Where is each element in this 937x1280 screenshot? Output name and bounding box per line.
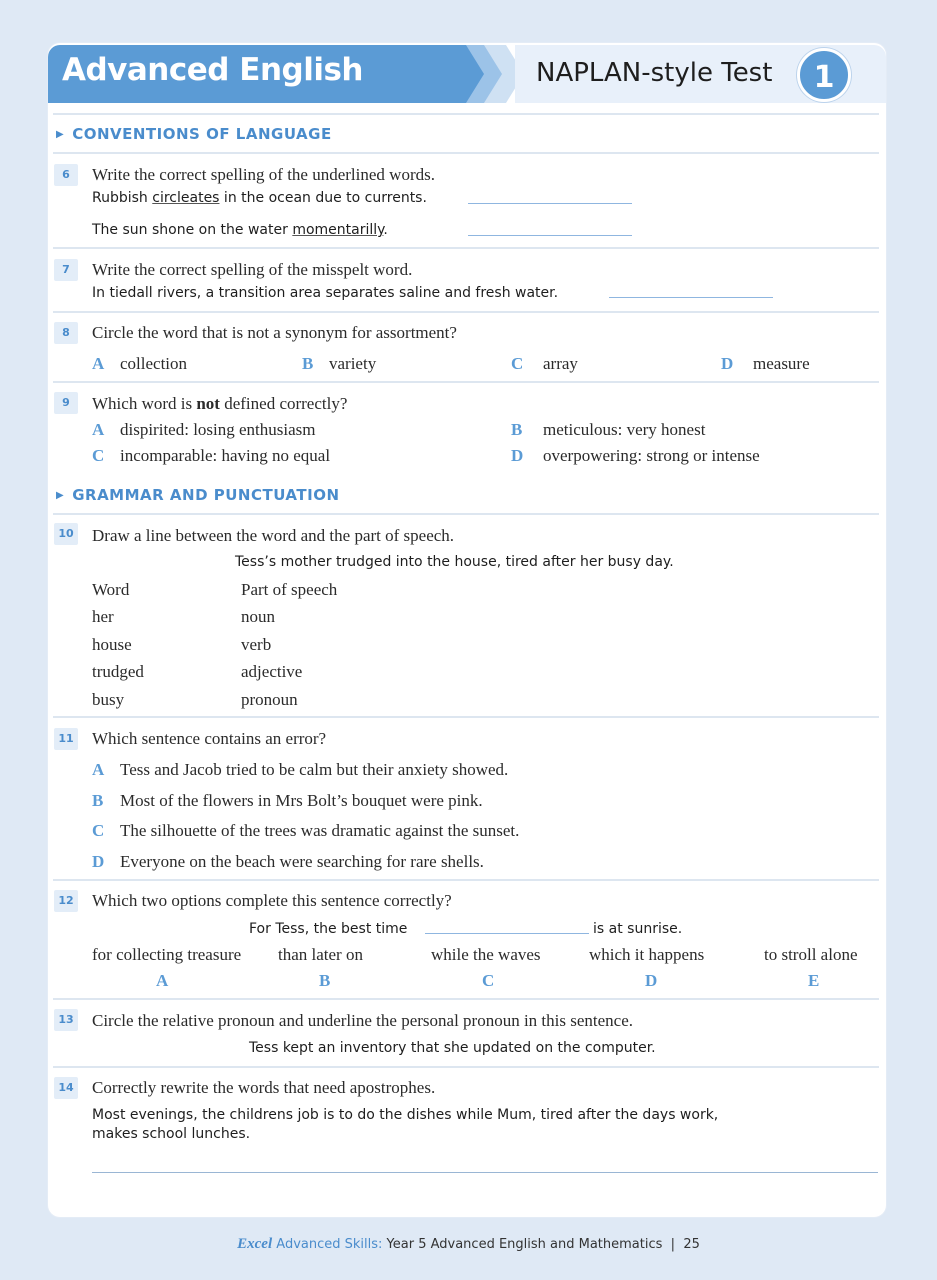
question-prompt: Circle the relative pronoun and underline the personal pronoun in this sentence. bbox=[92, 1011, 634, 1030]
option-text[interactable]: Most of the flowers in Mrs Bolt’s bouquet were pink. bbox=[120, 791, 483, 810]
question-prompt: Which sentence contains an error? bbox=[92, 729, 327, 748]
option-text[interactable]: while the waves bbox=[431, 945, 541, 964]
question-prompt: Draw a line between the word and the part of speech. bbox=[92, 526, 455, 545]
option-letter[interactable]: D bbox=[645, 971, 658, 990]
question-prompt: Write the correct spelling of the misspelt word. bbox=[92, 260, 413, 279]
divider bbox=[53, 716, 879, 718]
option-text[interactable]: array bbox=[543, 354, 578, 373]
answer-line[interactable] bbox=[609, 297, 773, 298]
question-sentence-end: is at sunrise. bbox=[593, 921, 683, 937]
test-number-badge: 1 bbox=[797, 48, 851, 102]
option-text[interactable]: for collecting treasure bbox=[92, 945, 242, 964]
underlined-word: circleates bbox=[152, 190, 220, 206]
option-letter[interactable]: D bbox=[92, 852, 105, 871]
part-of-speech-item[interactable]: pronoun bbox=[241, 690, 298, 709]
triangle-icon: ▶ bbox=[56, 490, 65, 501]
question-sentence-start: For Tess, the best time bbox=[249, 921, 408, 937]
question-number: 9 bbox=[54, 392, 78, 414]
option-letter[interactable]: D bbox=[721, 354, 734, 373]
footer-brand: Excel bbox=[237, 1236, 273, 1252]
section-label: CONVENTIONS OF LANGUAGE bbox=[72, 125, 332, 143]
triangle-icon: ▶ bbox=[56, 129, 65, 140]
part-of-speech-item[interactable]: verb bbox=[241, 635, 272, 654]
section-heading-conventions bbox=[56, 125, 332, 143]
option-letter[interactable]: C bbox=[92, 821, 105, 840]
divider bbox=[53, 247, 879, 249]
divider bbox=[53, 1066, 879, 1068]
answer-line[interactable] bbox=[468, 203, 632, 204]
question-number: 11 bbox=[54, 728, 78, 750]
question-number: 14 bbox=[54, 1077, 78, 1099]
question-sentence[interactable]: Tess kept an inventory that she updated on the computer. bbox=[249, 1040, 656, 1056]
question-prompt: Write the correct spelling of the underlined words. bbox=[92, 165, 435, 184]
page-footer bbox=[0, 1236, 937, 1253]
option-letter[interactable]: B bbox=[511, 420, 523, 439]
option-text[interactable]: incomparable: having no equal bbox=[120, 446, 331, 465]
option-text[interactable]: variety bbox=[329, 354, 377, 373]
option-text[interactable]: Tess and Jacob tried to be calm but their anxiety showed. bbox=[120, 760, 509, 779]
option-letter[interactable]: A bbox=[92, 760, 105, 779]
part-of-speech-item[interactable]: adjective bbox=[241, 662, 303, 681]
question-sentence: In tiedall rivers, a transition area separates saline and fresh water. bbox=[92, 285, 559, 301]
option-text[interactable]: collection bbox=[120, 354, 188, 373]
answer-line[interactable] bbox=[425, 933, 589, 934]
option-letter[interactable]: D bbox=[511, 446, 524, 465]
option-letter[interactable]: C bbox=[482, 971, 495, 990]
question-sentence-line1: Most evenings, the childrens job is to do the dishes while Mum, tired after the days work, bbox=[92, 1107, 719, 1123]
question-number: 7 bbox=[54, 259, 78, 281]
underlined-word: momentarilly bbox=[292, 222, 384, 238]
option-text[interactable]: which it happens bbox=[589, 945, 705, 964]
question-prompt: Which word is not defined correctly? bbox=[92, 394, 348, 413]
question-sentence: Rubbish circleates in the ocean due to currents. bbox=[92, 190, 427, 206]
question-prompt: Which two options complete this sentence correctly? bbox=[92, 891, 452, 910]
option-letter[interactable]: A bbox=[92, 420, 105, 439]
section-label: GRAMMAR AND PUNCTUATION bbox=[72, 486, 340, 504]
option-text[interactable]: meticulous: very honest bbox=[543, 420, 706, 439]
question-prompt: Circle the word that is not a synonym for assortment? bbox=[92, 323, 457, 342]
word-item[interactable]: her bbox=[92, 607, 114, 626]
divider bbox=[53, 513, 879, 515]
question-prompt: Correctly rewrite the words that need apostrophes. bbox=[92, 1078, 436, 1097]
question-number: 10 bbox=[54, 523, 78, 545]
divider bbox=[53, 311, 879, 313]
section-heading-grammar bbox=[56, 486, 340, 504]
column-header-word: Word bbox=[92, 580, 130, 599]
question-number: 13 bbox=[54, 1009, 78, 1031]
word-item[interactable]: busy bbox=[92, 690, 125, 709]
option-letter[interactable]: B bbox=[92, 791, 104, 810]
option-text[interactable]: The silhouette of the trees was dramatic against the sunset. bbox=[120, 821, 520, 840]
page-title: Advanced English bbox=[62, 52, 363, 88]
option-text[interactable]: dispirited: losing enthusiasm bbox=[120, 420, 316, 439]
option-text[interactable]: than later on bbox=[278, 945, 363, 964]
footer-book-title: Year 5 Advanced English and Mathematics bbox=[386, 1237, 663, 1252]
question-sentence-line2: makes school lunches. bbox=[92, 1126, 251, 1142]
option-letter[interactable]: B bbox=[302, 354, 314, 373]
footer-series: Advanced Skills: bbox=[276, 1237, 383, 1252]
divider bbox=[53, 879, 879, 881]
column-header-part-of-speech: Part of speech bbox=[241, 580, 338, 599]
option-letter[interactable]: A bbox=[92, 354, 105, 373]
option-letter[interactable]: A bbox=[156, 971, 169, 990]
test-label: NAPLAN-style Test bbox=[536, 58, 773, 88]
option-text[interactable]: Everyone on the beach were searching for rare shells. bbox=[120, 852, 484, 871]
option-letter[interactable]: B bbox=[319, 971, 331, 990]
option-letter[interactable]: C bbox=[511, 354, 524, 373]
question-sentence: Tess’s mother trudged into the house, tired after her busy day. bbox=[235, 554, 674, 570]
question-number: 6 bbox=[54, 164, 78, 186]
divider bbox=[53, 113, 879, 115]
question-sentence: The sun shone on the water momentarilly. bbox=[92, 222, 388, 238]
divider bbox=[53, 998, 879, 1000]
divider bbox=[53, 152, 879, 154]
question-number: 12 bbox=[54, 890, 78, 912]
divider bbox=[53, 381, 879, 383]
word-item[interactable]: house bbox=[92, 635, 132, 654]
option-letter[interactable]: C bbox=[92, 446, 105, 465]
footer-separator: | bbox=[670, 1237, 676, 1252]
answer-line[interactable] bbox=[468, 235, 632, 236]
option-text[interactable]: overpowering: strong or intense bbox=[543, 446, 760, 465]
page-number: 25 bbox=[683, 1237, 700, 1252]
word-item[interactable]: trudged bbox=[92, 662, 144, 681]
part-of-speech-item[interactable]: noun bbox=[241, 607, 275, 626]
option-text[interactable]: measure bbox=[753, 354, 810, 373]
answer-line[interactable] bbox=[92, 1172, 878, 1173]
option-text[interactable]: to stroll alone bbox=[764, 945, 858, 964]
question-number: 8 bbox=[54, 322, 78, 344]
option-letter[interactable]: E bbox=[808, 971, 820, 990]
